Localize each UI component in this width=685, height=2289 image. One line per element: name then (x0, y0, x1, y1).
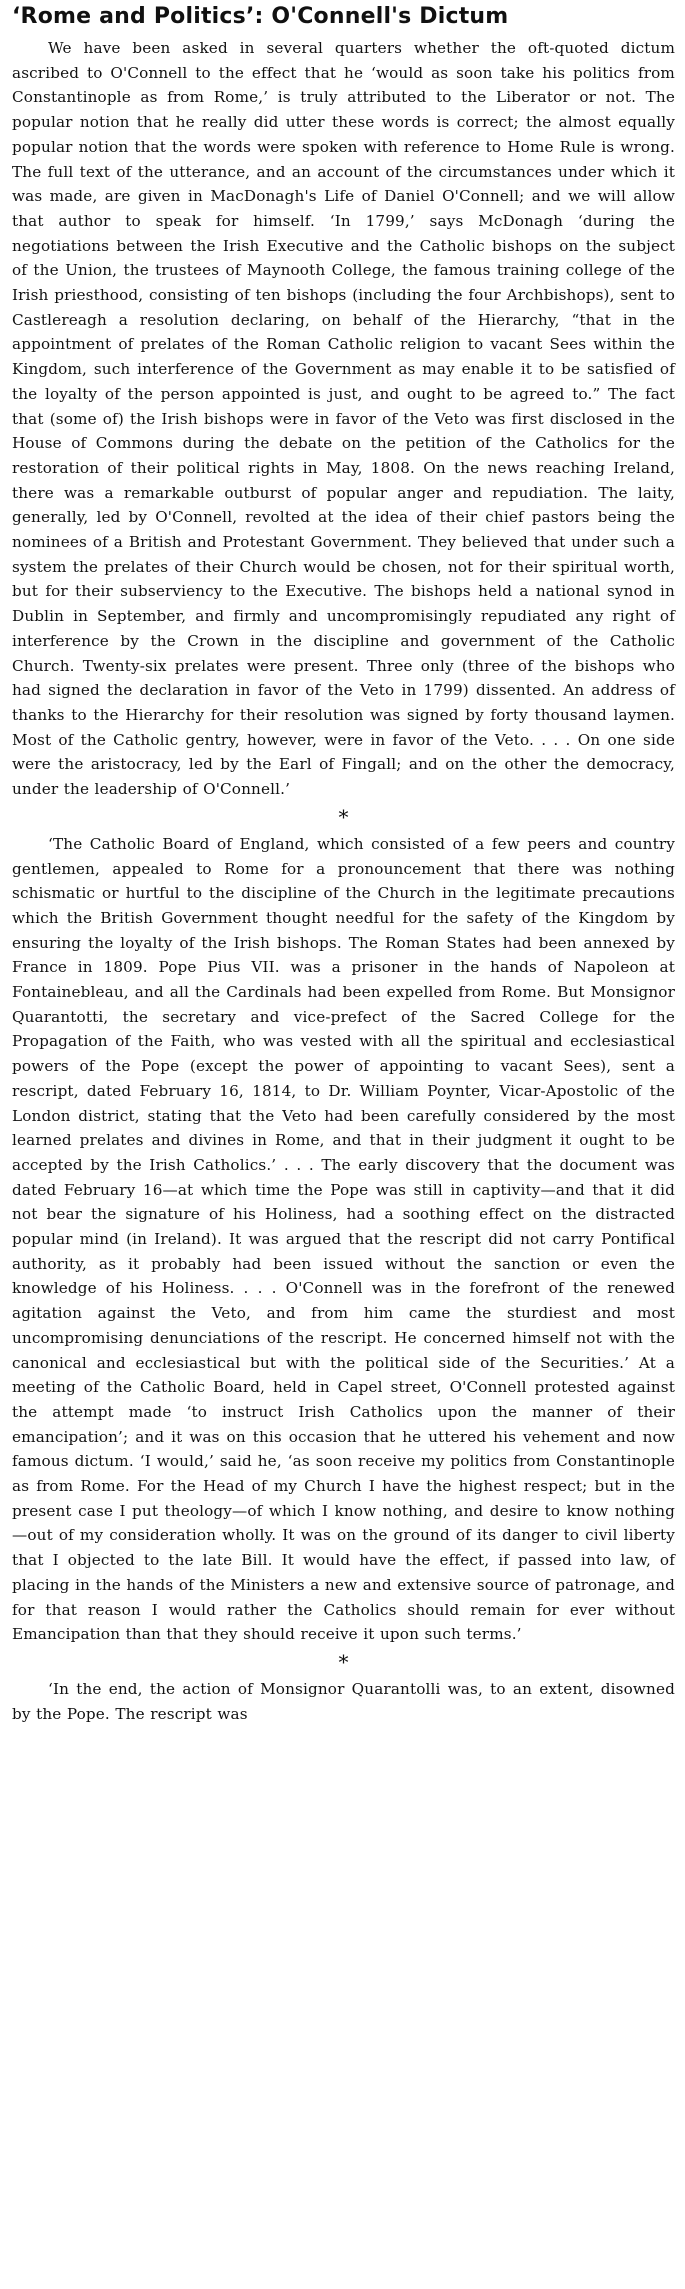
article-paragraph-2: ‘The Catholic Board of England, which consisted of a few peers and country gentlemen, appealed to Rome for a pronouncement that there was nothing schismatic or hurtful to the discipline of the Church in the legitimate precautions which the British Government thought needful for the safety of the Kingdom by ensuring the loyalty of the Irish bishops. The Roman States had been annexed by France in 1809. Pope Pius VII. was a prisoner in the hands of Napoleon at Fontainebleau, and all the Cardinals had been expelled from Rome. But Monsignor Quarantotti, the secretary and vice-prefect of the Sacred College for the Propagation of the Faith, who was vested with all the spiritual and ecclesiastical powers of the Pope (except the power of appointing to vacant Sees), sent a rescript, dated February 16, 1814, to Dr. William Poynter, Vicar-Apostolic of the London district, stating that the Veto had been carefully considered by the most learned prelates and divines in Rome, and that in their judgment it ought to be accepted by the Irish Catholics.’ . . . The early discovery that the document was dated February 16—at which time the Pope was still in captivity—and that it did not bear the signature of his Holiness, had a soothing effect on the distracted popular mind (in Ireland). It was argued that the rescript did not carry Pontifical authority, as it probably had been issued without the sanction or even the knowledge of his Holiness. . . . O'Connell was in the forefront of the renewed agitation against the Veto, and from him came the sturdiest and most uncompromising denunciations of the rescript. He concerned himself not with the canonical and ecclesiastical but with the political side of the Securities.’ At a meeting of the Catholic Board, held in Capel street, O'Connell protested against the attempt made ‘to instruct Irish Catholics upon the manner of their emancipation’; and it was on this occasion that he uttered his vehement and now famous dictum. ‘I would,’ said he, ‘as soon receive my politics from Constantinople as from Rome. For the Head of my Church I have the highest respect; but in the present case I put theology—of which I know nothing, and desire to know nothing—out of my consideration wholly. It was on the ground of its danger to civil liberty that I objected to the late Bill. It would have the effect, if passed into law, of placing in the hands of the Ministers a new and extensive source of patronage, and for that reason I would rather the Catholics should remain for ever without Emancipation than that they should receive it upon such terms.’ (12, 834, 675, 1644)
article-title: ‘Rome and Politics’: O'Connell's Dictum (12, 4, 509, 29)
section-separator-asterisk: * (338, 1650, 349, 1674)
article-paragraph-3: ‘In the end, the action of Monsignor Quarantolli was, to an extent, disowned by the Pope. The rescript was (12, 1680, 675, 1723)
section-separator-asterisk: * (338, 804, 349, 829)
article-paragraph-1: We have been asked in several quarters whether the oft-quoted dictum ascribed to O'Connell to the effect that he ‘would as soon take his politics from Constantinople as from Rome,’ is truly attributed to the Liberator or not. The popular notion that he really did utter these words is correct; the almost equally popular notion that the words were spoken with reference to Home Rule is wrong. The full text of the utterance, and an account of the circumstances under which it was made, are given in MacDonagh's Life of Daniel O'Connell; and we will allow that author to speak for himself. ‘In 1799,’ says McDonagh ‘during the negotiations between the Irish Executive and the Catholic bishops on the subject of the Union, the trustees of Maynooth College, the famous training college of the Irish priesthood, consisting of ten bishops (including the four Archbishops), sent to Castlereagh a resolution declaring, on behalf of the Hierarchy, “that in the appointment of prelates of the Roman Catholic religion to vacant Sees within the Kingdom, such interference of the Government as may enable it to be satisfied of the loyalty of the person appointed is just, and ought to be agreed to.” The fact that (some of) the Irish bishops were in favor of the Veto was first disclosed in the House of Commons during the debate on the petition of the Catholics for the restoration of their political rights in May, 1808. On the news reaching Ireland, there was a remarkable outburst of popular anger and repudiation. The laity, generally, led by O'Connell, revolted at the idea of their chief pastors being the nominees of a British and Protestant Government. They believed that under such a system the prelates of their Church would be chosen, not for their spiritual worth, but for their subserviency to the Executive. The bishops held a national synod in Dublin in September, and firmly and uncompromisingly repudiated any right of interference by the Crown in the discipline and government of the Catholic Church. Twenty-six prelates were present. Three only (three of the bishops who had signed the declaration in favor of the Veto in 1799) dissented. An address of thanks to the Hierarchy for their resolution was signed by forty thousand laymen. Most of the Catholic gentry, however, were in favor of the Veto. . . . On one side were the aristocracy, led by the Earl of Fingall; and on the other the democracy, under the leadership of O'Connell.’ (12, 39, 675, 799)
